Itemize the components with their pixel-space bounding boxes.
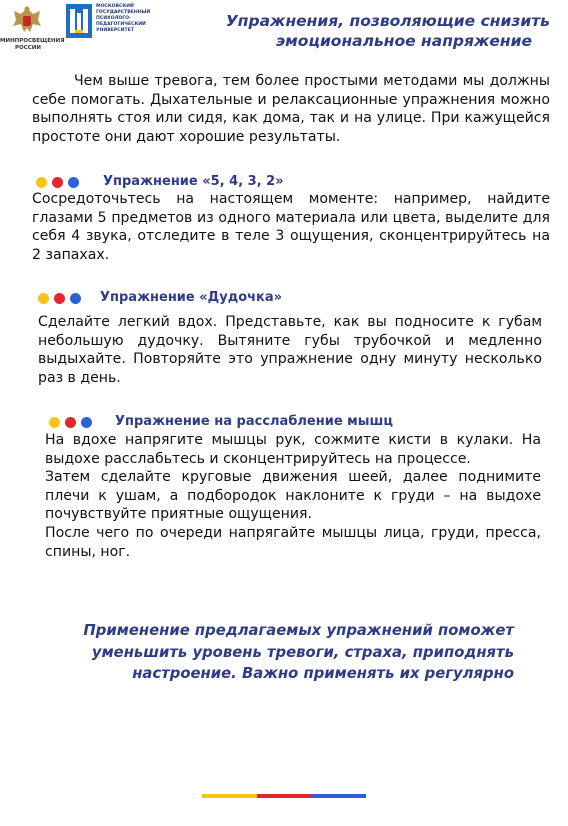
university-caption: МОСКОВСКИЙ ГОСУДАРСТВЕННЫЙ ПСИХОЛОГО-ПЕДАГОГИЧЕСКИЙ УНИВЕРСИТЕТ — [96, 4, 151, 33]
mgppu-logo-icon — [66, 4, 92, 38]
russian-coat-of-arms-icon — [10, 4, 44, 38]
ministry-caption: МИНПРОСВЕЩЕНИЯ РОССИИ — [0, 38, 65, 51]
page-title — [210, 11, 550, 51]
bullet-dots-icon — [49, 417, 92, 428]
exercise-1-text: Сосредоточьтесь на настоящем моменте: например, найдите глазами 5 предметов из одного материала или цвета, выделите для себя 4 звука, отследите в теле 3 ощущения, сконцентрируйтесь на 2 запахах. — [32, 191, 550, 263]
exercise-3-text — [45, 431, 541, 561]
footer-color-bar — [202, 794, 366, 798]
conclusion-line-2: уменьшить уровень тревоги, страха, приподнять — [91, 643, 514, 661]
exercise-3-paragraph: После чего по очереди напрягайте мышцы лица, груди, пресса, спины, ног. — [45, 524, 541, 560]
page-title-line-2: эмоциональное напряжение — [275, 32, 532, 50]
conclusion-line-3: настроение. Важно применять их регулярно — [132, 665, 514, 682]
bullet-dots-icon — [38, 293, 81, 304]
exercise-3-paragraph: На вдохе напрягите мышцы рук, сожмите кисти в кулаки. На выдохе расслабьтесь и сконцентрируйтесь на процессе. — [45, 432, 541, 467]
conclusion-line-1: Применение предлагаемых упражнений поможет — [83, 622, 514, 639]
conclusion-text — [30, 620, 514, 685]
exercise-2-title: Упражнение «Дудочка» — [100, 290, 283, 305]
page-title-line-1: Упражнения, позволяющие снизить — [225, 12, 550, 30]
exercise-1-title: Упражнение «5, 4, 3, 2» — [103, 174, 284, 189]
exercise-2-text: Сделайте легкий вдох. Представьте, как вы подносите к губам небольшую дудочку. Вытяните губы трубочкой и медленно выдыхайте. Повторяйте это упражнение одну минуту несколько раз в день. — [38, 314, 542, 386]
exercise-3-title: Упражнение на расслабление мышц — [115, 414, 393, 429]
bullet-dots-icon — [36, 177, 79, 188]
intro-paragraph: Чем выше тревога, тем более простыми методами мы должны себе помогать. Дыхательные и релаксационные упражнения можно выполнять стоя или сидя, как дома, так и на улице. При кажущейся простоте они дают хорошие результаты. — [32, 73, 550, 145]
exercise-3-paragraph: Затем сделайте круговые движения шеей, далее поднимите плечи к ушам, а подбородок наклоните к груди – на выдохе почувствуйте приятные ощущения. — [45, 469, 541, 523]
